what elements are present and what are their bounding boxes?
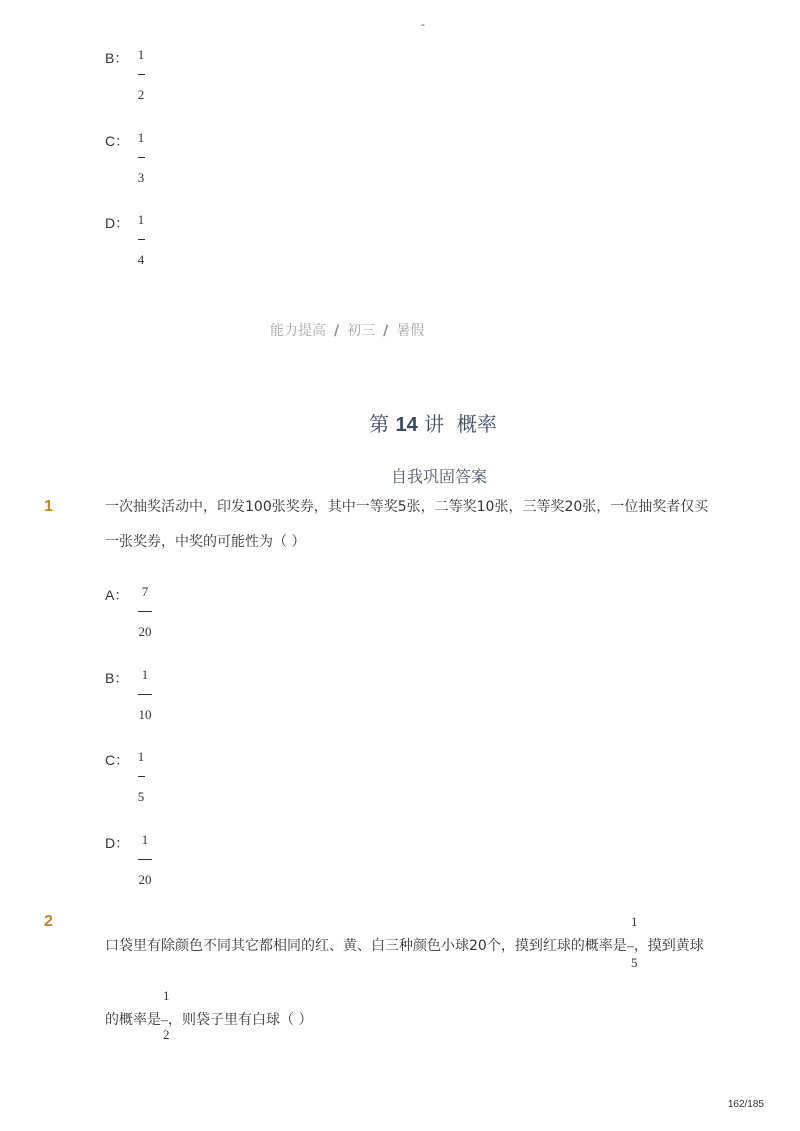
breadcrumb-separator: / (334, 323, 340, 339)
fraction-numerator: 1 (141, 667, 149, 682)
fraction-bar (138, 859, 152, 860)
lesson-prefix: 第 (369, 412, 390, 436)
fraction-numerator: 1 (137, 47, 145, 62)
breadcrumb (270, 320, 424, 340)
question-text-line: 一张奖券，中奖的可能性为（ ） (105, 534, 306, 550)
lesson-title (0, 408, 800, 437)
fraction-denominator: 2 (137, 87, 145, 102)
fraction-bar-dash: – (161, 1013, 168, 1028)
fraction-numerator: 1 (631, 914, 638, 929)
lesson-number: 14 (395, 414, 418, 436)
fraction-bar (138, 611, 152, 612)
fraction-denominator: 4 (137, 252, 145, 267)
question-text-line (105, 935, 704, 955)
breadcrumb-separator: / (383, 323, 389, 339)
question-text-segment: 的概率是 (105, 1012, 161, 1028)
question-text-line: 一次抽奖活动中，印发100张奖券，其中一等奖5张，二等奖10张，三等奖20张，一位抽奖者仅买 (105, 499, 709, 515)
option-b-fraction (136, 667, 154, 723)
fraction-numerator: 7 (141, 584, 149, 599)
section-title: 自我巩固答案 (390, 467, 487, 486)
option-label: D： (105, 215, 130, 231)
option-d-label: D： (105, 835, 130, 851)
question-text-segment: ，摸到黄球 (633, 938, 704, 954)
fraction-numerator: 1 (137, 212, 145, 227)
question-text-segment: 口袋里有除颜色不同其它都相同的红、黄、白三种颜色小球20个，摸到红球的概率是 (105, 938, 627, 954)
fraction-bar (138, 776, 145, 777)
option-c-label: C： (105, 752, 130, 768)
fraction-denominator: 3 (137, 170, 145, 185)
fraction-numerator: 1 (137, 749, 145, 764)
question-number: 1 (44, 498, 53, 515)
question-number: 2 (44, 913, 53, 930)
fraction-denominator: 20 (138, 624, 152, 639)
fraction-bar-dash: – (626, 939, 634, 954)
fraction-denominator: 20 (138, 872, 152, 887)
fraction-bar (138, 694, 152, 695)
fraction-numerator: 1 (137, 130, 145, 145)
fraction-denominator: 5 (631, 955, 638, 970)
option-d-fraction (136, 832, 154, 888)
breadcrumb-item: 能力提高 (270, 323, 326, 339)
fraction-denominator: 10 (138, 707, 152, 722)
option-label: C： (105, 133, 130, 149)
option-fraction (135, 212, 147, 268)
option-a-fraction (136, 584, 154, 640)
question-text-line (105, 1009, 312, 1029)
fraction-bar (138, 157, 145, 158)
option-b-label: B： (105, 670, 129, 686)
fraction-bar (138, 74, 145, 75)
option-label: B： (105, 50, 129, 66)
lesson-suffix: 讲 概率 (424, 412, 497, 436)
fraction-bar (138, 239, 145, 240)
breadcrumb-item: 初三 (347, 323, 376, 339)
fraction-numerator: 1 (141, 832, 149, 847)
question-text-segment: ，则袋子里有白球（ ） (168, 1012, 313, 1028)
question-text (105, 490, 725, 560)
breadcrumb-item: 暑假 (396, 323, 425, 339)
fraction-numerator: 1 (163, 988, 170, 1003)
option-a-label: A： (105, 587, 129, 603)
option-fraction (135, 130, 147, 186)
fraction-denominator: 5 (137, 789, 145, 804)
page-number: 162/185 (727, 1099, 764, 1110)
fraction-denominator: 2 (163, 1027, 170, 1042)
page-header-mark: - (421, 18, 425, 31)
option-c-fraction (135, 749, 147, 805)
option-fraction (135, 47, 147, 103)
